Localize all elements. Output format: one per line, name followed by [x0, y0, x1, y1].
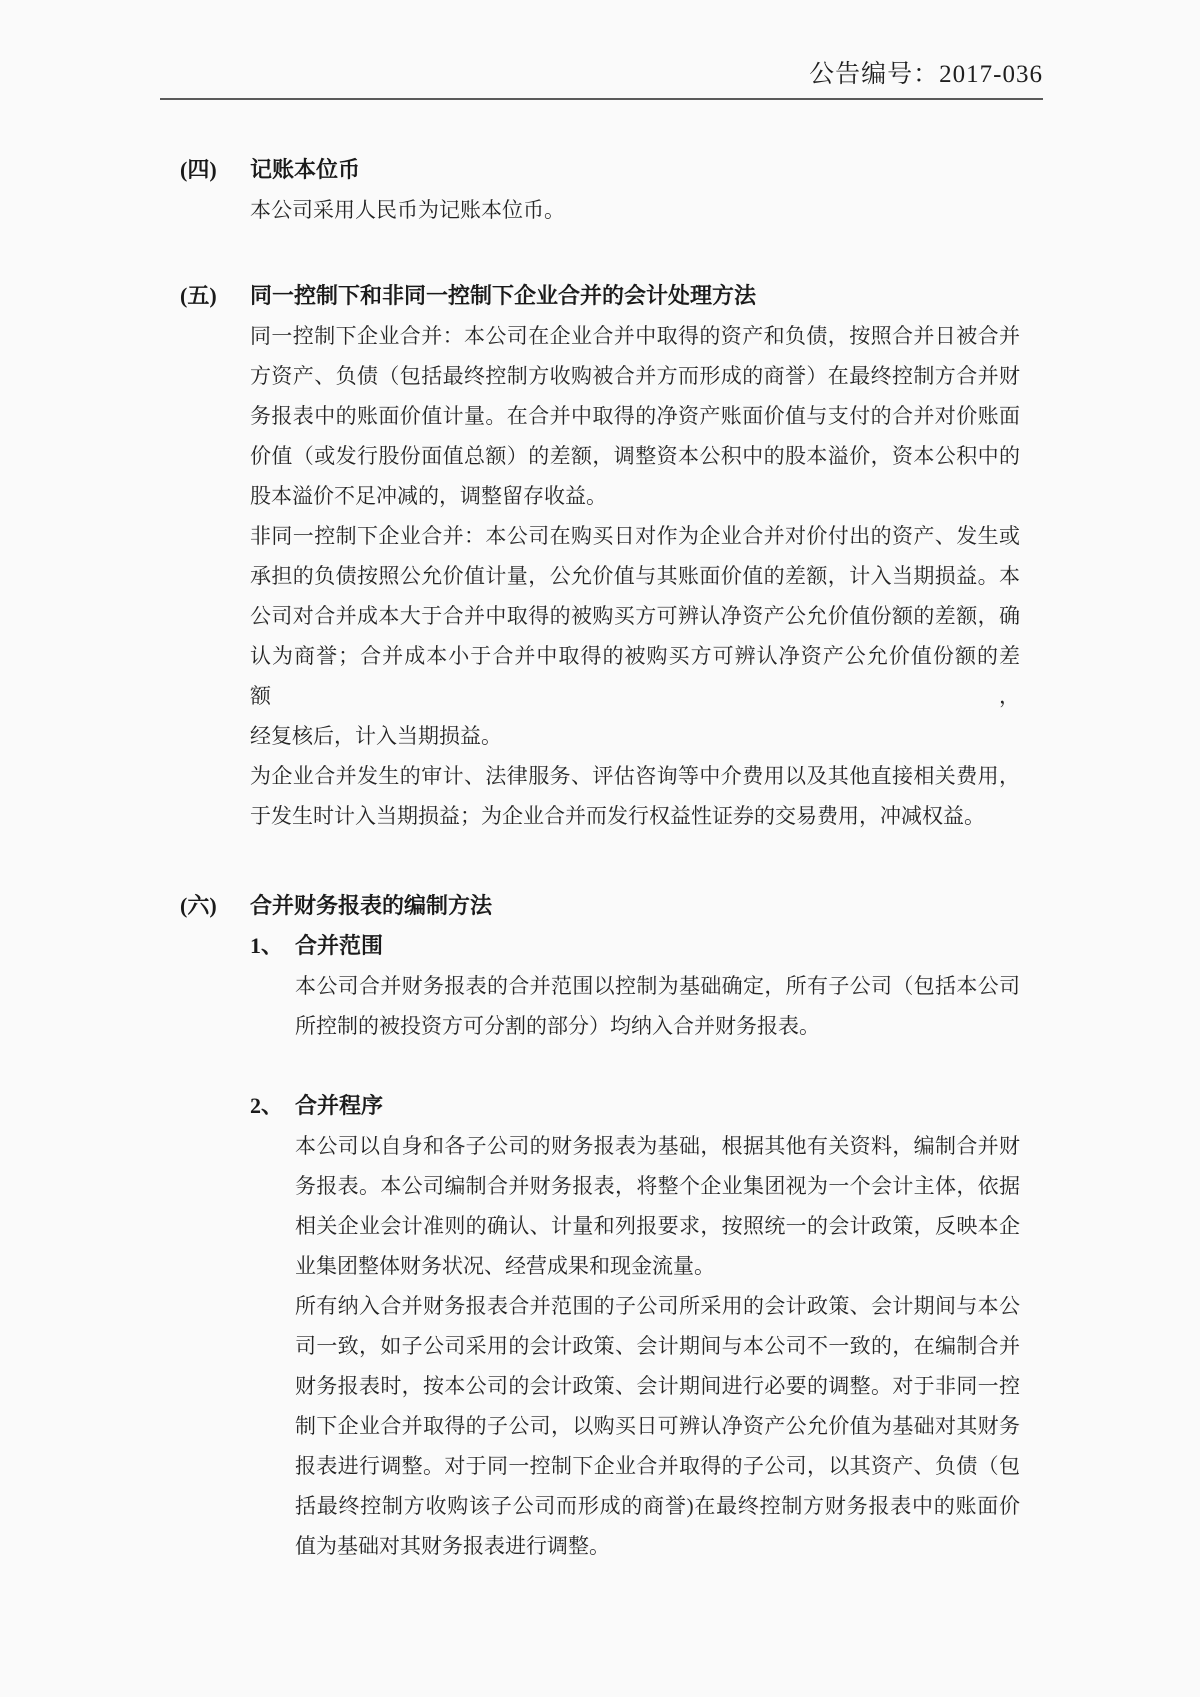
paragraph-line: 值为基础对其财务报表进行调整。 — [295, 1534, 610, 1558]
section-5-title: 同一控制下和非同一控制下企业合并的会计处理方法 — [250, 283, 757, 308]
paragraph-line: 本公司合并财务报表的合并范围以控制为基础确定，所有子公司（包括本公司 — [295, 974, 1020, 998]
subsection-2 — [250, 1086, 1020, 1566]
paragraph-line: 方资产、负债（包括最终控制方收购被合并方而形成的商誉）在最终控制方合并财 — [250, 364, 1020, 388]
paragraph-line: 括最终控制方收购该子公司而形成的商誉)在最终控制方财务报表中的账面价 — [295, 1494, 1020, 1518]
paragraph-line: 股本溢价不足冲减的，调整留存收益。 — [250, 484, 607, 508]
paragraph — [295, 1286, 1020, 1566]
paragraph-line: 财务报表时，按本公司的会计政策、会计期间进行必要的调整。对于非同一控 — [295, 1374, 1020, 1398]
subsection-2-title: 合并程序 — [295, 1093, 384, 1118]
paragraph — [250, 756, 1020, 836]
paragraph-line: 制下企业合并取得的子公司，以购买日可辨认净资产公允价值为基础对其财务 — [295, 1414, 1020, 1438]
section-5-body — [250, 276, 1020, 836]
subsection-2-number: 2、 — [250, 1093, 284, 1118]
announcement-number: 公告编号：2017-036 — [809, 61, 1043, 88]
document-content — [180, 150, 1020, 1566]
section-6-title: 合并财务报表的编制方法 — [250, 893, 493, 918]
section-5-label: (五) — [180, 283, 217, 308]
paragraph-line: 所有纳入合并财务报表合并范围的子公司所采用的会计政策、会计期间与本公 — [295, 1294, 1020, 1318]
paragraph-line: 经复核后，计入当期损益。 — [250, 724, 502, 748]
paragraph-line: 所控制的被投资方可分割的部分）均纳入合并财务报表。 — [295, 1014, 820, 1038]
paragraph-line: 务报表中的账面价值计量。在合并中取得的净资产账面价值与支付的合并对价账面 — [250, 404, 1020, 428]
page-header — [160, 0, 1043, 100]
subsection-1-title: 合并范围 — [295, 933, 384, 958]
paragraph — [250, 316, 1020, 516]
section-4-title: 记账本位币 — [250, 157, 361, 182]
paragraph-line: 承担的负债按照公允价值计量，公允价值与其账面价值的差额，计入当期损益。本 — [250, 564, 1020, 588]
paragraph-line: 为企业合并发生的审计、法律服务、评估咨询等中介费用以及其他直接相关费用， — [250, 764, 1020, 788]
paragraph — [295, 966, 1020, 1046]
paragraph-line: 于发生时计入当期损益；为企业合并而发行权益性证券的交易费用，冲减权益。 — [250, 804, 985, 828]
subsection-1 — [250, 926, 1020, 1046]
subsection-2-body — [295, 1086, 1020, 1566]
section-4-body — [250, 150, 1020, 230]
subsection-1-body — [295, 926, 1020, 1046]
paragraph-line: 本公司以自身和各子公司的财务报表为基础，根据其他有关资料，编制合并财 — [295, 1134, 1020, 1158]
section-6-label: (六) — [180, 893, 217, 918]
paragraph — [295, 1126, 1020, 1286]
paragraph-line: 本公司采用人民币为记账本位币。 — [250, 198, 565, 222]
subsection-1-number: 1、 — [250, 933, 284, 958]
section-4-label: (四) — [180, 157, 217, 182]
paragraph-line: 相关企业会计准则的确认、计量和列报要求，按照统一的会计政策，反映本企 — [295, 1214, 1020, 1238]
section-4 — [180, 150, 1020, 230]
paragraph-line: 公司对合并成本大于合并中取得的被购买方可辨认净资产公允价值份额的差额，确 — [250, 604, 1020, 628]
paragraph-line: 同一控制下企业合并：本公司在企业合并中取得的资产和负债，按照合并日被合并 — [250, 324, 1020, 348]
paragraph-line: 务报表。本公司编制合并财务报表，将整个企业集团视为一个会计主体，依据 — [295, 1174, 1020, 1198]
paragraph-line: 司一致，如子公司采用的会计政策、会计期间与本公司不一致的，在编制合并 — [295, 1334, 1020, 1358]
paragraph-line: 报表进行调整。对于同一控制下企业合并取得的子公司，以其资产、负债（包 — [295, 1454, 1020, 1478]
paragraph-line: 认为商誉；合并成本小于合并中取得的被购买方可辨认净资产公允价值份额的差额， — [250, 644, 1020, 708]
paragraph-line: 价值（或发行股份面值总额）的差额，调整资本公积中的股本溢价，资本公积中的 — [250, 444, 1020, 468]
section-6-body — [250, 886, 1020, 1566]
section-6 — [180, 886, 1020, 1566]
paragraph-line: 业集团整体财务状况、经营成果和现金流量。 — [295, 1254, 715, 1278]
paragraph-line: 非同一控制下企业合并：本公司在购买日对作为企业合并对价付出的资产、发生或 — [250, 524, 1020, 548]
paragraph — [250, 190, 1020, 230]
section-5 — [180, 276, 1020, 836]
paragraph — [250, 516, 1020, 756]
